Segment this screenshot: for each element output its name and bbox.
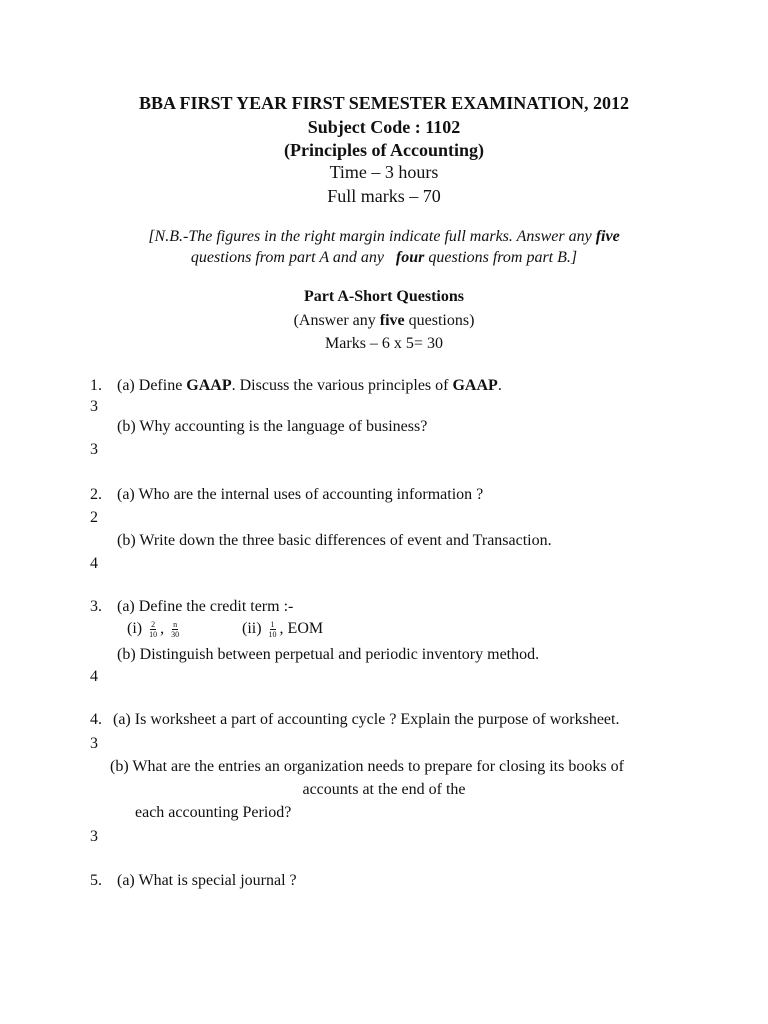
question-2b: (b) Write down the three basic differences of event and Transaction. [117,532,552,549]
subject-name: (Principles of Accounting) [284,140,484,160]
instruction-text: questions) [404,312,475,329]
question-2b-marks: 4 [90,555,98,572]
q1a-text: (a) Define [117,377,187,394]
question-4b-marks: 3 [90,828,98,845]
question-4a-marks: 3 [90,735,98,752]
question-3b-marks: 4 [90,668,98,685]
question-1a [117,377,502,395]
question-1a-marks: 3 [90,398,98,415]
question-4b-line-3: each accounting Period? [135,804,292,821]
instruction-emphasis: five [379,312,405,329]
fraction-numerator: 2 [151,620,156,629]
note-text: [N.B.-The figures in the right margin indicate full marks. Answer any [148,228,596,245]
subject-code: Subject Code : 1102 [307,117,461,137]
instruction-text: (Answer any [293,312,380,329]
credit-term-i [127,620,182,639]
fraction-n-30 [170,620,180,639]
exam-time: Time – 3 hours [329,162,439,182]
fraction-1-10 [268,620,278,639]
fraction-denominator: 10 [268,630,277,639]
part-a-marks: Marks – 6 x 5= 30 [325,335,443,352]
question-5-number: 5. [90,872,102,889]
question-1b-marks: 3 [90,441,98,458]
term-i-label: (i) [127,620,143,638]
q1a-text: . [497,377,502,394]
comma: , [160,620,165,638]
question-3-number: 3. [90,598,102,615]
fraction-denominator: 10 [149,630,158,639]
fraction-numerator: n [173,620,178,629]
question-4b-line-1: (b) What are the entries an organization needs to prepare for closing its books of [110,758,624,775]
part-a-heading: Part A-Short Questions [304,288,464,305]
credit-term-ii [242,620,323,639]
fraction-denominator: 30 [171,630,180,639]
note-line-1 [0,228,768,246]
question-2a: (a) Who are the internal uses of accounting information ? [117,486,484,503]
note-text: questions from part B.] [424,249,578,266]
question-1-number: 1. [90,377,102,394]
note-emphasis-five: five [595,228,620,245]
question-1b: (b) Why accounting is the language of business? [117,418,428,435]
fraction-numerator: 1 [270,620,275,629]
term-ii-label: (ii) [242,620,262,638]
question-3a: (a) Define the credit term :- [117,598,294,615]
question-5a: (a) What is special journal ? [117,872,297,889]
question-4b-line-2: accounts at the end of the [302,781,466,798]
fraction-2-10 [148,620,158,639]
part-a-instruction [0,312,768,330]
question-2a-marks: 2 [90,509,98,526]
question-3b: (b) Distinguish between perpetual and periodic inventory method. [117,646,540,663]
question-4-number: 4. [90,711,102,728]
question-4a: (a) Is worksheet a part of accounting cycle ? Explain the purpose of worksheet. [113,711,620,728]
note-line-2 [0,249,768,267]
q1a-gaap: GAAP [452,377,498,394]
note-text: questions from part A and any [190,249,388,266]
q1a-text: . Discuss the various principles of [231,377,453,394]
full-marks: Full marks – 70 [327,186,441,206]
note-emphasis-four: four [395,249,425,266]
q1a-gaap: GAAP [186,377,232,394]
term-ii-eom: , EOM [279,620,324,638]
question-2-number: 2. [90,486,102,503]
exam-title: BBA FIRST YEAR FIRST SEMESTER EXAMINATION, 2012 [139,93,629,113]
